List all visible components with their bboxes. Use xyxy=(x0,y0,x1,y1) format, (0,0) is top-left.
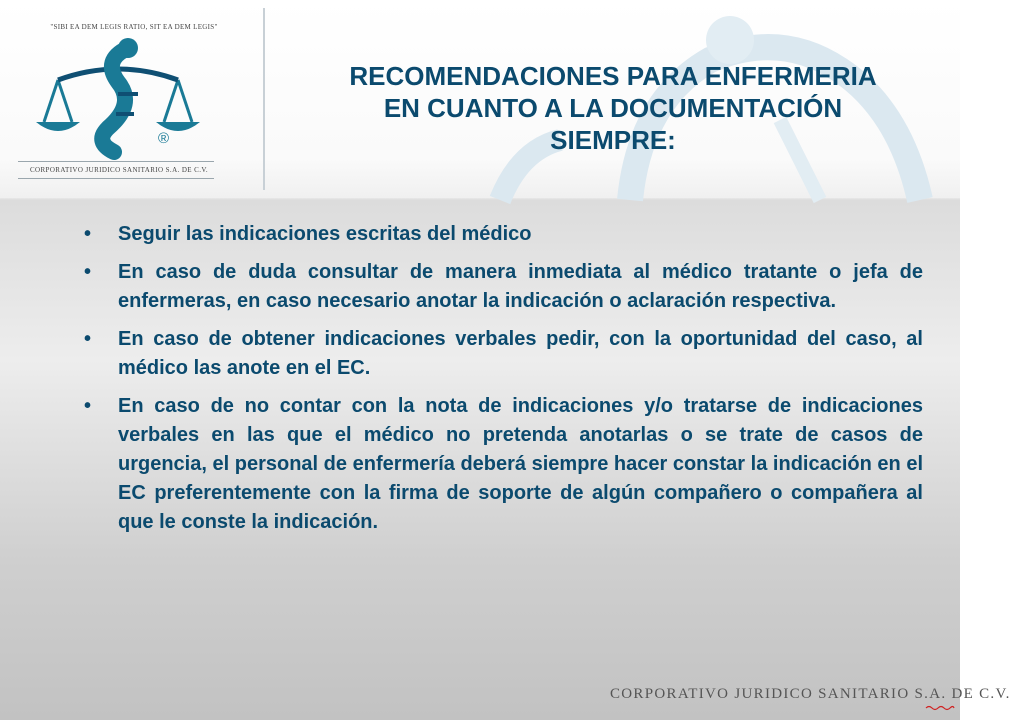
slide-title xyxy=(280,60,946,156)
bullet-marker: • xyxy=(84,261,92,283)
logo-company-name: CORPORATIVO JURIDICO SANITARIO S.A. DE C.V. xyxy=(29,166,209,174)
bullet-item xyxy=(80,220,923,249)
bullet-text: Seguir las indicaciones escritas del médico xyxy=(118,223,532,245)
bullet-text: En caso de duda consultar de manera inmediata al médico tratante o jefa de enfermeras, en caso necesario anotar la indicación o aclaración respectiva. xyxy=(118,261,923,312)
title-line-3: SIEMPRE: xyxy=(550,125,676,155)
bullet-item xyxy=(80,392,923,537)
registered-mark: ® xyxy=(158,130,170,147)
bullet-list xyxy=(80,220,923,546)
title-line-2: EN CUANTO A LA DOCUMENTACIÓN xyxy=(383,93,843,123)
footer-company-name: CORPORATIVO JURIDICO SANITARIO S.A. DE C.V. xyxy=(610,686,1011,702)
bullet-marker: • xyxy=(84,223,92,245)
bullet-item xyxy=(80,325,923,383)
scales-serpent-icon xyxy=(10,30,260,160)
logo-rule-top xyxy=(18,161,214,162)
title-line-1: RECOMENDACIONES PARA ENFERMERIA xyxy=(349,61,877,91)
logo-motto: "SIBI EA DEM LEGIS RATIO, SIT EA DEM LEGIS" xyxy=(50,23,218,31)
bullet-text: En caso de no contar con la nota de indicaciones y/o tratarse de indicaciones verbales en las que el médico no pretenda anotarlas o se trate de casos de urgencia, el personal de enfermería deberá siempre hacer constar la indicación en el EC preferentemente con la firma de soporte de algún compañero o compañera al que le conste la indicación. xyxy=(118,395,923,533)
bullet-item xyxy=(80,258,923,316)
company-logo xyxy=(10,18,260,188)
logo-rule-bottom xyxy=(18,178,214,179)
bullet-marker: • xyxy=(84,395,92,417)
bullet-marker: • xyxy=(84,328,92,350)
footer-squiggle-underline xyxy=(926,705,954,711)
bullet-text: En caso de obtener indicaciones verbales pedir, con la oportunidad del caso, al médico las anote en el EC. xyxy=(118,328,923,379)
header-divider xyxy=(263,8,265,190)
